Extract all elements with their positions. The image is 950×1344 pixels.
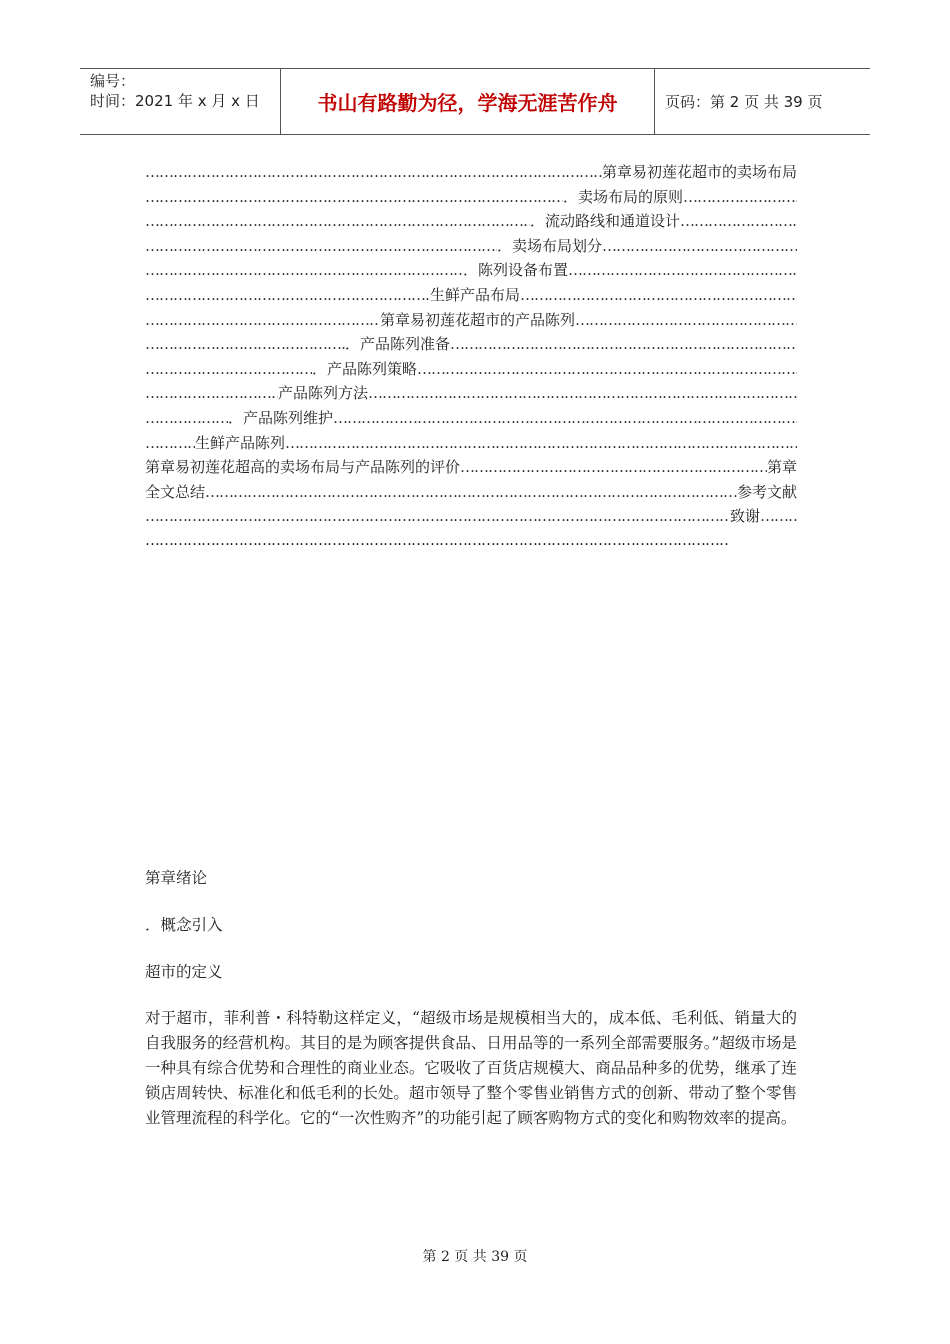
document-number-label: 编号：: [90, 72, 136, 90]
toc-entry: ………………………………………………………………………………………………………………………………………………………………………………………………………………………… 第章易初莲花超市的卖场布局: [145, 160, 797, 185]
chapter-heading: 第章绪论: [145, 869, 208, 887]
body-paragraph: 对于超市，菲利普・科特勒这样定义，“超级市场是规模相当大的，成本低、毛利低、销量大的自我服务的经营机构。其目的是为顾客提供食品、日用品等的一系列全部需要服务。”超级市场是一种具有综合优势和合理性的商业业态。它吸收了百货店规模大、商品品种多的优势，继承了连锁店周转快、标准化和低毛利的长处。超市领导了整个零售业销售方式的创新、带动了整个零售业管理流程的科学化。它的“一次性购齐”的功能引起了顾客购物方式的变化和购物效率的提高。: [145, 1009, 797, 1127]
toc-entry: ………………………………………………………………………………………………………………………………………………………………………………………………………………………… 致谢 …………………………………………………………………………………………………………………………………………………………………………………………………………………………: [145, 504, 797, 529]
toc-entry: ………………………………………………………………………………………………………………………………………………………………………………………………………………………… ．卖场布局的原则 …………………………………………………………………………………………………………………………………………………………………………………………………………………………: [145, 185, 797, 210]
header-motto: 书山有路勤为径，学海无涯苦作舟: [281, 69, 655, 134]
toc-entry: 第章易初莲花超高的卖场布局与产品陈列的评价 ………………………………………………………………………………………………………………………………………………………………………………………………………………………… 第章: [145, 455, 797, 480]
toc-dot-leader: [145, 528, 730, 552]
toc-entry: ………………………………………………………………………………………………………………………………………………………………………………………………………………………… ．产品陈列准备 …………………………………………………………………………………………………………………………………………………………………………………………………………………………: [145, 332, 797, 357]
section-heading: ．概念引入: [145, 916, 223, 934]
toc-entry: ………………………………………………………………………………………………………………………………………………………………………………………………………………………… ．陈列设备布置 …………………………………………………………………………………………………………………………………………………………………………………………………………………………: [145, 258, 797, 283]
subsection-heading: 超市的定义: [145, 963, 223, 981]
page-header: [80, 68, 870, 135]
table-of-contents: [145, 160, 797, 529]
toc-entry: ………………………………………………………………………………………………………………………………………………………………………………………………………………………… ．产品陈列维护 …………………………………………………………………………………………………………………………………………………………………………………………………………………………: [145, 406, 797, 431]
header-page-number: 页码：第 2 页 共 39 页: [665, 93, 823, 111]
toc-entry: ………………………………………………………………………………………………………………………………………………………………………………………………………………………… 第章易初莲花超市的产品陈列 …………………………………………………………………………………………………………………………………………………………………………………………………………………………: [145, 308, 797, 333]
page-footer: 第 2 页 共 39 页: [422, 1249, 528, 1265]
toc-entry: ………………………………………………………………………………………………………………………………………………………………………………………………………………………… ．流动路线和通道设计 …………………………………………………………………………………………………………………………………………………………………………………………………………………………: [145, 209, 797, 234]
toc-entry: ………………………………………………………………………………………………………………………………………………………………………………………………………………………… 生鲜产品布局 …………………………………………………………………………………………………………………………………………………………………………………………………………………………: [145, 283, 797, 308]
toc-entry: 全文总结 ………………………………………………………………………………………………………………………………………………………………………………………………………………………… 参考文献: [145, 480, 797, 505]
header-meta: [80, 69, 281, 134]
toc-entry: ………………………………………………………………………………………………………………………………………………………………………………………………………………………… 生鲜产品陈列 …………………………………………………………………………………………………………………………………………………………………………………………………………………………: [145, 431, 797, 456]
toc-entry: ………………………………………………………………………………………………………………………………………………………………………………………………………………………… 产品陈列方法 …………………………………………………………………………………………………………………………………………………………………………………………………………………………: [145, 381, 797, 406]
toc-entry: ………………………………………………………………………………………………………………………………………………………………………………………………………………………… ．卖场布局划分 …………………………………………………………………………………………………………………………………………………………………………………………………………………………: [145, 234, 797, 259]
toc-entry: ………………………………………………………………………………………………………………………………………………………………………………………………………………………… ．产品陈列策略 …………………………………………………………………………………………………………………………………………………………………………………………………………………………: [145, 357, 797, 382]
document-time-label: 时间：2021 年 x 月 x 日: [90, 92, 260, 110]
